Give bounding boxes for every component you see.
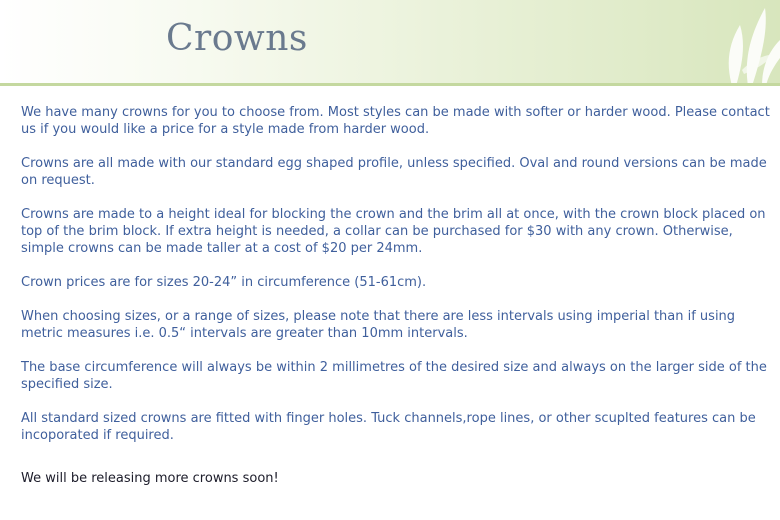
page-title: Crowns xyxy=(166,18,308,59)
paragraph-sizes: Crown prices are for sizes 20-24” in circumference (51-61cm). xyxy=(21,275,427,290)
paragraph-height: Crowns are made to a height ideal for blocking the crown and the brim all at once, with the crown block placed on top of the brim block. If extra height is needed, a collar can be purchased for $30 with any crown. Otherwise, simple crowns can be made taller at a cost of $20 per 24mm. xyxy=(21,207,766,256)
paragraph-profile: Crowns are all made with our standard egg shaped profile, unless specified. Oval and round versions can be made on request. xyxy=(21,156,767,188)
closing-note: We will be releasing more crowns soon! xyxy=(21,471,279,486)
paragraph-circumference: The base circumference will always be within 2 millimetres of the desired size and always on the larger side of the specified size. xyxy=(21,360,767,392)
paragraph-wood-options: We have many crowns for you to choose from. Most styles can be made with softer or harder wood. Please contact us if you would like a price for a style made from harder wood. xyxy=(21,105,770,137)
page-header xyxy=(0,0,780,86)
wheat-icon xyxy=(670,0,780,86)
main-content xyxy=(21,104,771,504)
paragraph-intervals: When choosing sizes, or a range of sizes, please note that there are less intervals using imperial than if using metric measures i.e. 0.5“ intervals are greater than 10mm intervals. xyxy=(21,309,736,341)
paragraph-features: All standard sized crowns are fitted with finger holes. Tuck channels,rope lines, or other scuplted features can be incoporated if required. xyxy=(21,411,756,443)
